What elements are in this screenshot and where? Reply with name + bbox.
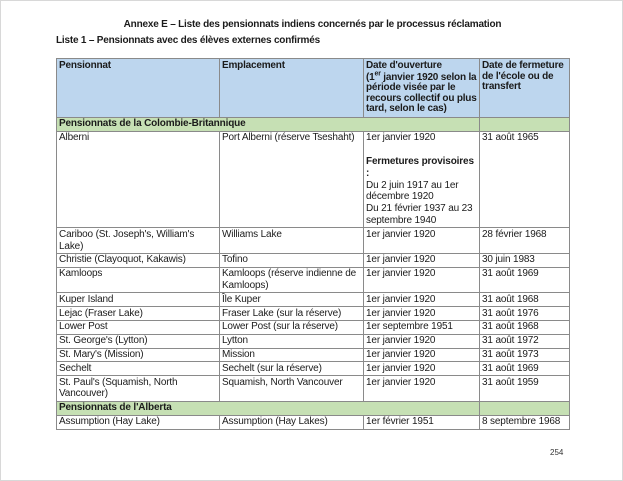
section-title-spacer (480, 401, 570, 415)
table-row (57, 267, 570, 293)
cell-emplacement: Tofino (220, 253, 364, 267)
fermeture-provisoire-line: Du 21 février 1937 au 23 septembre 1940 (366, 203, 473, 227)
cell-emplacement: Fraser Lake (sur la réserve) (220, 307, 364, 321)
cell-date-fermeture: 31 août 1968 (480, 293, 570, 307)
cell-date-fermeture: 28 février 1968 (480, 228, 570, 254)
cell-emplacement: Assumption (Hay Lakes) (220, 415, 364, 429)
annexe-title: Annexe E – Liste des pensionnats indiens concernés par le processus réclamation (123, 19, 502, 30)
cell-date-fermeture: 31 août 1969 (480, 362, 570, 376)
table-row (57, 376, 570, 402)
header-emplacement-label: Emplacement (222, 60, 285, 71)
header-emplacement (220, 59, 364, 118)
cell-pensionnat: Christie (Clayoquot, Kakawis) (57, 253, 220, 267)
table-row (57, 320, 570, 334)
header-pensionnat-label: Pensionnat (59, 60, 111, 71)
cell-date-ouverture: 1er janvier 1920 (364, 228, 480, 254)
cell-pensionnat: Lejac (Fraser Lake) (57, 307, 220, 321)
cell-emplacement: Port Alberni (réserve Tseshaht) (220, 131, 364, 227)
cell-date-fermeture: 31 août 1959 (480, 376, 570, 402)
cell-date-ouverture: 1er septembre 1951 (364, 320, 480, 334)
table-row (57, 362, 570, 376)
table-row (57, 348, 570, 362)
cell-date-fermeture: 31 août 1976 (480, 307, 570, 321)
page-number: 254 (550, 448, 564, 457)
fermeture-provisoire-line: Du 2 juin 1917 au 1er décembre 1920 (366, 179, 459, 203)
cell-emplacement: Île Kuper (220, 293, 364, 307)
cell-date-ouverture: 1er janvier 1920 (364, 348, 480, 362)
table-header-row (57, 59, 570, 118)
cell-date-fermeture: 31 août 1972 (480, 334, 570, 348)
cell-date-ouverture (364, 131, 480, 227)
table-row (57, 334, 570, 348)
section-header-row (57, 401, 570, 415)
cell-emplacement: Sechelt (sur la réserve) (220, 362, 364, 376)
table-row (57, 307, 570, 321)
cell-pensionnat: Kuper Island (57, 293, 220, 307)
cell-emplacement: Mission (220, 348, 364, 362)
cell-date-ouverture: 1er février 1951 (364, 415, 480, 429)
liste-subtitle: Liste 1 – Pensionnats avec des élèves externes confirmés (56, 35, 320, 46)
cell-emplacement: Lower Post (sur la réserve) (220, 320, 364, 334)
cell-date-fermeture: 31 août 1968 (480, 320, 570, 334)
cell-date-ouverture: 1er janvier 1920 (364, 307, 480, 321)
cell-date-fermeture: 31 août 1973 (480, 348, 570, 362)
cell-pensionnat: Kamloops (57, 267, 220, 293)
cell-emplacement: Williams Lake (220, 228, 364, 254)
header-pensionnat (57, 59, 220, 118)
cell-date-ouverture: 1er janvier 1920 (364, 334, 480, 348)
cell-emplacement: Kamloops (réserve indienne de Kamloops) (220, 267, 364, 293)
section-title: Pensionnats de l'Alberta (57, 401, 480, 415)
cell-pensionnat: Sechelt (57, 362, 220, 376)
cell-date-ouverture: 1er janvier 1920 (364, 267, 480, 293)
table-body (57, 117, 570, 429)
superscript-er: er (374, 70, 381, 78)
pensionnats-table (56, 58, 570, 430)
header-date-fermeture (480, 59, 570, 118)
cell-pensionnat: Cariboo (St. Joseph's, William's Lake) (57, 228, 220, 254)
cell-pensionnat: Lower Post (57, 320, 220, 334)
blank-line (366, 144, 477, 156)
cell-date-ouverture: 1er janvier 1920 (364, 362, 480, 376)
cell-date-ouverture: 1er janvier 1920 (364, 253, 480, 267)
header-date-ouverture (364, 59, 480, 118)
table-row (57, 253, 570, 267)
cell-emplacement: Squamish, North Vancouver (220, 376, 364, 402)
cell-emplacement: Lytton (220, 334, 364, 348)
cell-date-fermeture: 8 septembre 1968 (480, 415, 570, 429)
header-date-ouverture-label: Date d'ouverture (366, 60, 442, 71)
section-title-spacer (480, 117, 570, 131)
cell-pensionnat: St. Mary's (Mission) (57, 348, 220, 362)
cell-pensionnat: St. Paul's (Squamish, North Vancouver) (57, 376, 220, 402)
cell-pensionnat: Alberni (57, 131, 220, 227)
cell-date-fermeture: 31 août 1965 (480, 131, 570, 227)
header-date-ouverture-note: (1er janvier 1920 selon la période visée par le recours collectif ou plus tard, selon le cas) (366, 70, 477, 115)
cell-date-fermeture: 30 juin 1983 (480, 253, 570, 267)
section-header-row (57, 117, 570, 131)
ouverture-date: 1er janvier 1920 (366, 132, 436, 144)
cell-pensionnat: St. George's (Lytton) (57, 334, 220, 348)
header-date-fermeture-label: Date de fermeture de l'école ou de transfert (482, 60, 564, 93)
pensionnats-table-wrapper (56, 58, 570, 430)
cell-pensionnat: Assumption (Hay Lake) (57, 415, 220, 429)
table-row (57, 415, 570, 429)
cell-date-ouverture: 1er janvier 1920 (364, 293, 480, 307)
cell-date-fermeture: 31 août 1969 (480, 267, 570, 293)
table-row (57, 228, 570, 254)
fermetures-provisoires-title: Fermetures provisoires : (366, 156, 474, 179)
section-title: Pensionnats de la Colombie-Britannique (57, 117, 480, 131)
cell-date-ouverture: 1er janvier 1920 (364, 376, 480, 402)
table-row (57, 131, 570, 227)
table-row (57, 293, 570, 307)
